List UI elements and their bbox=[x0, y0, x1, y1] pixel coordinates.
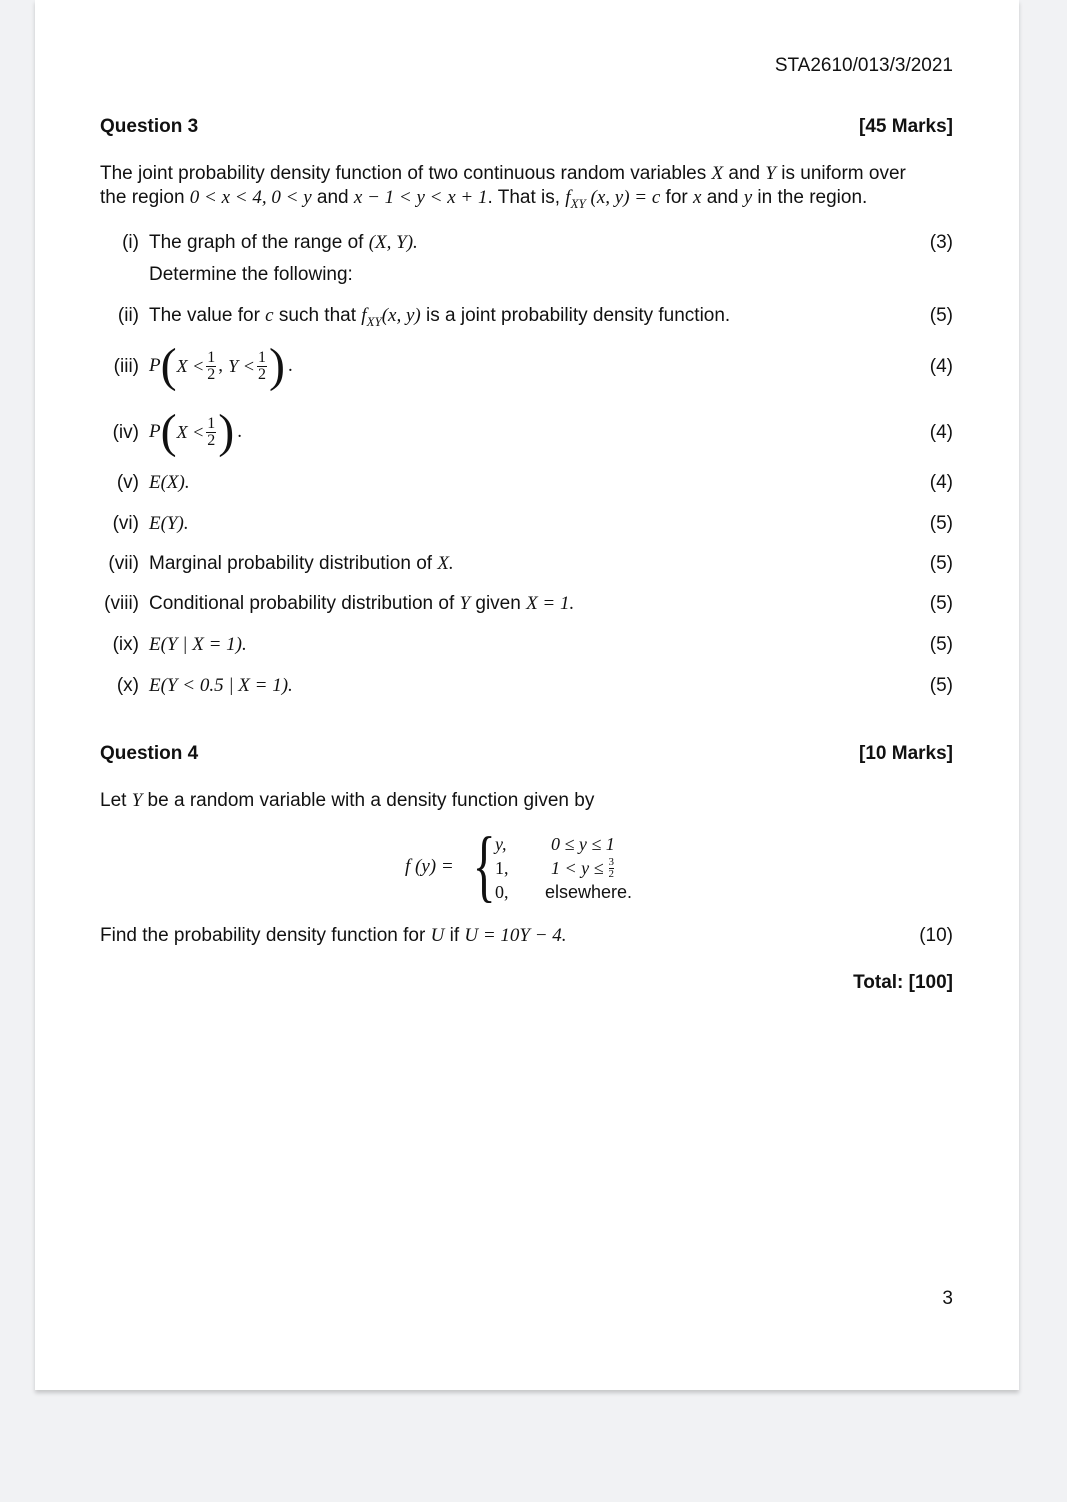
item-x-label: (x) bbox=[116, 675, 139, 696]
item-iii-math: P ( X < $\frac{1}{2}$ , Y < $\frac{1}{2}$ ) . bbox=[149, 339, 293, 392]
item-x-math: E(Y < 0.5 | X = 1). bbox=[149, 675, 293, 696]
determine-text: Determine the following: bbox=[149, 264, 353, 285]
item-vi-math: E(Y). bbox=[149, 513, 189, 534]
item-i-label: (i) bbox=[122, 232, 139, 253]
item-ix-label: (ix) bbox=[112, 634, 139, 655]
case-2-value: 1, bbox=[495, 858, 509, 878]
item-iii-label: (iii) bbox=[113, 356, 139, 377]
item-vi-label: (vi) bbox=[112, 513, 139, 534]
item-v-label: (v) bbox=[116, 472, 139, 493]
course-code: STA2610/013/3/2021 bbox=[774, 55, 953, 76]
item-i-text: The graph of the range of (X, Y). bbox=[149, 232, 418, 253]
question-4-find-marks: (10) bbox=[919, 925, 953, 946]
item-viii-marks: (5) bbox=[929, 593, 953, 614]
piecewise-conditions bbox=[545, 832, 632, 904]
item-vii-text: Marginal probability distribution of X. bbox=[149, 553, 454, 574]
item-ii-label: (ii) bbox=[117, 305, 139, 326]
item-i-marks: (3) bbox=[929, 232, 953, 253]
item-viii-text: Conditional probability distribution of Y given X = 1. bbox=[149, 593, 575, 614]
piecewise-values bbox=[495, 832, 509, 904]
case-3-value: 0, bbox=[495, 882, 509, 902]
item-ix-marks: (5) bbox=[929, 634, 953, 655]
question-4-intro: Let Y be a random variable with a density function given by bbox=[100, 790, 595, 811]
item-vii-marks: (5) bbox=[929, 553, 953, 574]
item-viii-label: (viii) bbox=[104, 593, 139, 614]
item-vii-label: (vii) bbox=[108, 553, 139, 574]
item-iv-label: (iv) bbox=[112, 422, 139, 443]
question-4-marks: [10 Marks] bbox=[859, 743, 953, 764]
question-3-marks: [45 Marks] bbox=[859, 116, 953, 137]
item-ix-math: E(Y | X = 1). bbox=[149, 634, 247, 655]
question-4-title: Question 4 bbox=[100, 743, 199, 764]
case-3-condition: elsewhere. bbox=[545, 882, 633, 902]
page-number: 3 bbox=[942, 1288, 953, 1309]
item-iv-marks: (4) bbox=[929, 422, 953, 443]
item-iii-marks: (4) bbox=[929, 356, 953, 377]
item-x-marks: (5) bbox=[929, 675, 953, 696]
question-3-intro-line-2: the region 0 < x < 4, 0 < y and x − 1 < y < x + 1. That is, $f_{XY}$ (x, y) = c for x and y in the region. bbox=[100, 187, 868, 211]
question-3-title: Question 3 bbox=[100, 116, 199, 137]
item-v-marks: (4) bbox=[929, 472, 953, 493]
total-marks: Total: [100] bbox=[853, 972, 953, 993]
question-4-find: Find the probability density function for U if U = 10Y − 4. bbox=[100, 925, 567, 946]
item-ii-text: The value for c such that $f_{XY}(x$, y) is a joint probability density function. bbox=[149, 305, 731, 329]
item-ii-marks: (5) bbox=[929, 305, 953, 326]
item-v-math: E(X). bbox=[149, 472, 190, 493]
question-3-intro-line-1: The joint probability density function of two continuous random variables X and Y is uniform over bbox=[100, 163, 906, 184]
item-iv-math: P ( X < $\frac{1}{2}$ ) . bbox=[149, 405, 242, 458]
item-vi-marks: (5) bbox=[929, 513, 953, 534]
piecewise-brace: { bbox=[472, 822, 496, 910]
case-1-condition: 0 ≤ y ≤ 1 bbox=[551, 834, 615, 854]
document-page bbox=[35, 0, 1019, 1390]
piecewise-lhs: f (y) = bbox=[405, 856, 454, 877]
case-2-condition: 1 < y ≤ $\frac{3}{2}$ bbox=[551, 855, 615, 880]
case-1-value: y, bbox=[495, 834, 507, 854]
